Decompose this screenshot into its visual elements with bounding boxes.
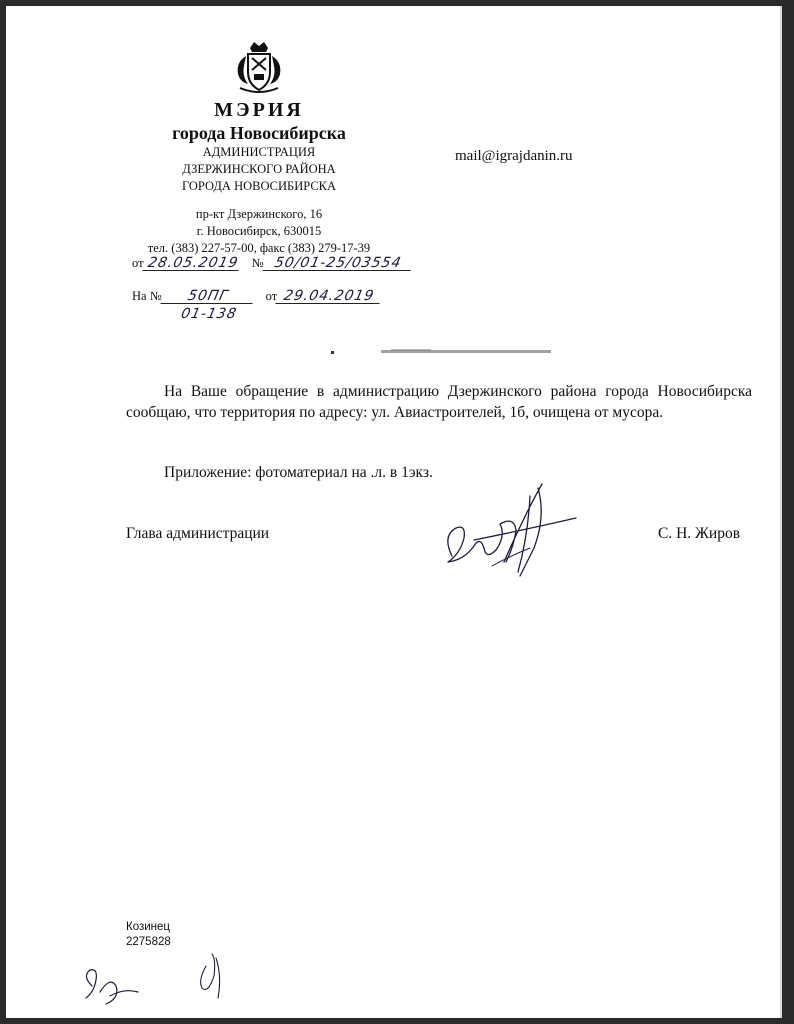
- recipient-email: mail@igrajdanin.ru: [455, 148, 573, 164]
- ref-from-label: от: [265, 289, 278, 303]
- executor-phone: 2275828: [126, 936, 171, 948]
- org-line-1: АДМИНИСТРАЦИЯ: [202, 145, 316, 159]
- body-paragraph: На Ваше обращение в администрацию Дзержинского района города Новосибирска сообщаю, что территория по адресу: ул. Авиастроителей, 1б, очищена от мусора.: [126, 383, 752, 421]
- outgoing-number: 50/01-25/03554: [262, 256, 413, 271]
- address-street: пр-кт Дзержинского, 16: [195, 207, 323, 221]
- address-phones: тел. (383) 227-57-00, факс (383) 279-17-39: [147, 241, 371, 255]
- incoming-reference-continued: [170, 307, 248, 321]
- letterhead-address: [124, 206, 394, 257]
- scan-smudge: [331, 346, 561, 356]
- org-line-3: ГОРОДА НОВОСИБИРСКА: [181, 179, 337, 193]
- number-label: №: [251, 256, 264, 270]
- address-city: г. Новосибирск, 630015: [196, 224, 322, 238]
- ref-date: 29.04.2019: [276, 289, 383, 304]
- signatory-title: Глава администрации: [126, 525, 270, 542]
- handwritten-signature: [434, 476, 584, 586]
- ref-number-top: 50ПГ: [160, 289, 255, 304]
- org-title: МЭРИЯ: [214, 99, 304, 121]
- handwritten-initials: [76, 946, 246, 1016]
- from-label: от: [132, 256, 144, 270]
- executor-name: Козинец: [126, 921, 170, 933]
- letter-body: [126, 381, 752, 423]
- ref-label: На №: [132, 289, 162, 303]
- city-coat-of-arms-icon: [230, 38, 288, 96]
- outgoing-registration: [132, 256, 412, 271]
- appendix-line: Приложение: фотоматериал на .л. в 1экз.: [164, 464, 433, 481]
- incoming-reference: [132, 289, 381, 304]
- outgoing-date: 28.05.2019: [142, 256, 241, 271]
- org-subtitle: города Новосибирска: [172, 123, 346, 143]
- letter-page: [6, 6, 782, 1018]
- ref-number-bottom: 01-138: [179, 306, 239, 322]
- signatory-name: С. Н. Жиров: [658, 525, 741, 542]
- org-line-2: ДЗЕРЖИНСКОГО РАЙОНА: [182, 162, 336, 176]
- letterhead: [124, 98, 394, 195]
- scan-edge: [780, 6, 782, 1018]
